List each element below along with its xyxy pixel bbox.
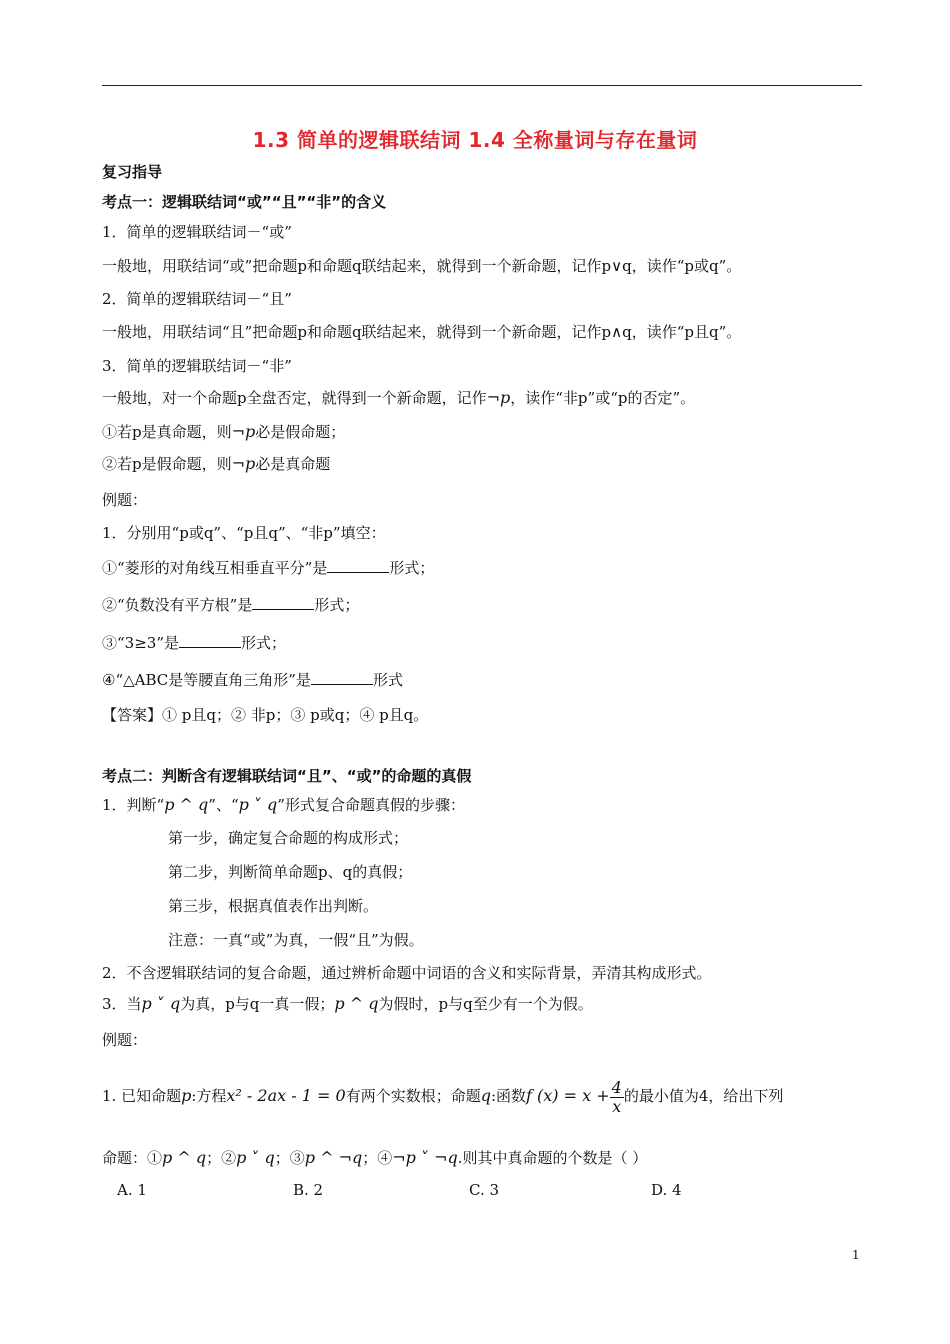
q1-text-mid: ”、“ <box>208 796 239 814</box>
or-formula: p ˅ q <box>141 994 181 1013</box>
q1-text-a: 1．判断“ <box>102 796 165 814</box>
ex3-text-b: 形式； <box>241 634 287 652</box>
props-text-d: ；④ <box>362 1149 393 1167</box>
item-2: 2．不含逻辑联结词的复合命题，通过辨析命题中词语的含义和实际背景，弄清其构成形式。 <box>102 964 712 982</box>
prop-2-formula: p ˅ q <box>236 1148 275 1167</box>
not-text-a: 一般地，对一个命题p全盘否定，就得到一个新命题，记作 <box>102 389 487 407</box>
case2-symbol: ¬p <box>231 454 256 473</box>
example-item-3 <box>102 632 286 654</box>
step-3: 第三步，根据真值表作出判断。 <box>168 897 379 915</box>
case2-text-b: 必是真命题 <box>255 455 331 473</box>
and-formula: p ^ q <box>334 994 379 1013</box>
example-item-4 <box>102 669 403 691</box>
not-text <box>102 387 695 409</box>
ex4-text-b: 形式 <box>372 671 403 689</box>
item3-text-c: 为假时，p与q至少有一个为假。 <box>378 995 593 1013</box>
props-text-e: .则其中真命题的个数是（ ） <box>457 1149 648 1167</box>
prop-4-formula: ¬p ˅ ¬q <box>392 1148 458 1167</box>
ex1-text-a: ①“菱形的对角线互相垂直平分”是 <box>102 559 328 577</box>
prob-text-b: :方程 <box>191 1087 227 1105</box>
case1-text-b: 必是假命题； <box>255 423 346 441</box>
fraction-numerator: 4 <box>611 1077 622 1097</box>
item-3 <box>102 993 593 1015</box>
and-text: 一般地，用联结词“且”把命题p和命题q联结起来，就得到一个新命题，记作p∧q，读作“p且q”。 <box>102 323 742 341</box>
case2 <box>102 453 330 475</box>
problem-statement <box>102 1074 783 1118</box>
note: 注意：一真“或”为真，一假“且”为假。 <box>168 931 424 949</box>
ex2-text-b: 形式； <box>314 596 360 614</box>
judge-steps-question <box>102 794 465 816</box>
answer-line: 【答案】① p且q；② 非p；③ p或q；④ p且q。 <box>102 706 429 724</box>
prob-text-a: 1. 已知命题 <box>102 1087 182 1105</box>
step-1: 第一步，确定复合命题的构成形式； <box>168 829 409 847</box>
prob-q: q <box>480 1086 491 1105</box>
prop-1-formula: p ^ q <box>162 1148 207 1167</box>
review-heading: 复习指导 <box>102 163 163 181</box>
prob-p: p <box>181 1086 192 1105</box>
prob-text-d: :函数 <box>490 1087 527 1105</box>
option-b: B. 2 <box>293 1181 324 1199</box>
page-number: 1 <box>852 1248 860 1262</box>
propositions-line <box>102 1147 647 1169</box>
section1-heading: 考点一：逻辑联结词“或”“且”“非”的含义 <box>102 193 387 211</box>
example-label-2: 例题： <box>102 1031 148 1049</box>
not-symbol: ¬p <box>486 388 511 407</box>
step-2: 第二步，判断简单命题p、q的真假； <box>168 863 413 881</box>
answer-blank <box>327 560 389 573</box>
ex1-text-b: 形式； <box>389 559 435 577</box>
case2-text-a: ②若p是假命题，则 <box>102 455 232 473</box>
answer-blank <box>179 635 241 648</box>
not-heading: 3．简单的逻辑联结词－“非” <box>102 357 292 375</box>
example-item-1 <box>102 557 434 579</box>
or-heading: 1．简单的逻辑联结词－“或” <box>102 223 292 241</box>
fraction-denominator: x <box>612 1096 622 1116</box>
case1-symbol: ¬p <box>231 422 256 441</box>
option-a: A. 1 <box>117 1181 147 1199</box>
ex3-text-a: ③“3≥3”是 <box>102 634 179 652</box>
item3-text-a: 3．当 <box>102 995 142 1013</box>
case1-text-a: ①若p是真命题，则 <box>102 423 232 441</box>
answer-blank <box>252 597 314 610</box>
answer-blank <box>311 672 373 685</box>
or-text: 一般地，用联结词“或”把命题p和命题q联结起来，就得到一个新命题，记作p∨q，读作“p或q”。 <box>102 257 742 275</box>
q1-text-b: ”形式复合命题真假的步骤： <box>277 796 465 814</box>
and-formula: p ^ q <box>164 795 209 814</box>
header-rule <box>102 85 862 86</box>
page-title: 1.3 简单的逻辑联结词 1.4 全称量词与存在量词 <box>252 128 698 152</box>
example-question: 1．分别用“p或q”、“p且q”、“非p”填空： <box>102 524 386 542</box>
props-text-b: ；② <box>206 1149 237 1167</box>
props-text-c: ；③ <box>274 1149 305 1167</box>
fraction <box>610 1079 624 1116</box>
section2-heading: 考点二：判断含有逻辑联结词“且”、“或”的命题的真假 <box>102 767 472 785</box>
prob-text-e: 的最小值为4，给出下列 <box>623 1087 784 1105</box>
case1 <box>102 421 345 443</box>
not-text-b: ，读作“非p”或“p的否定”。 <box>510 389 696 407</box>
prop-3-formula: p ^ ¬q <box>304 1148 363 1167</box>
props-text-a: 命题：① <box>102 1149 163 1167</box>
option-c: C. 3 <box>469 1181 500 1199</box>
example-item-2 <box>102 594 359 616</box>
option-d: D. 4 <box>651 1181 682 1199</box>
example-label-1: 例题： <box>102 491 148 509</box>
prob-text-c: 有两个实数根；命题 <box>345 1087 481 1105</box>
ex2-text-a: ②“负数没有平方根”是 <box>102 596 253 614</box>
equation: x² - 2ax - 1 = 0 <box>226 1086 346 1105</box>
function-formula: f (x) = x + <box>526 1086 610 1105</box>
or-formula: p ˅ q <box>238 795 278 814</box>
and-heading: 2．简单的逻辑联结词－“且” <box>102 290 292 308</box>
item3-text-b: 为真，p与q一真一假； <box>180 995 335 1013</box>
ex4-text-a: ④“△ABC是等腰直角三角形”是 <box>102 671 311 689</box>
